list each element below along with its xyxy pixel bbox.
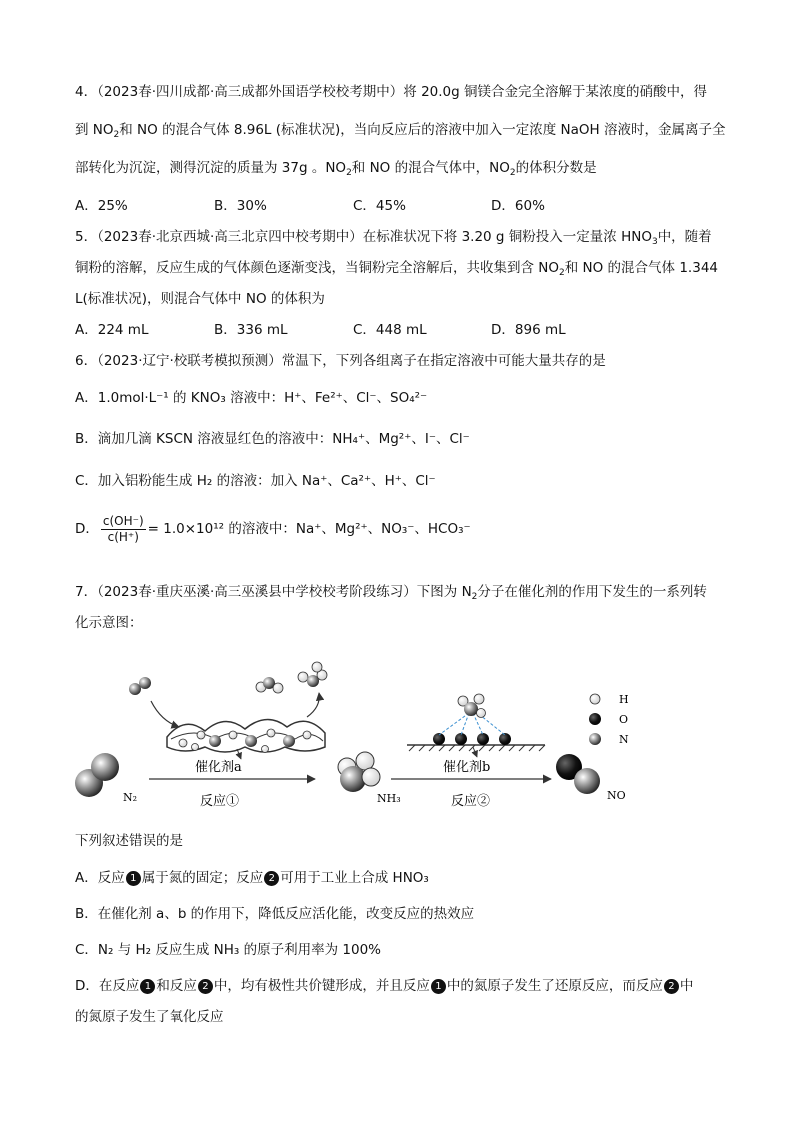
q4-line3: 部转化为沉淀，测得沉淀的质量为 37g 。$NO_2$和 NO 的混合气体中，$NO_2$的体积分数是 <box>75 160 597 178</box>
q6-stem: 6．（2023·辽宁·校联考模拟预测）常温下，下列各组离子在指定溶液中可能大量共存的是 <box>75 353 606 369</box>
n2-label: N₂ <box>123 791 138 804</box>
q7-option-d-line1: D．在反应 1 和反应 2 中，均有极性共价键形成，并且反应 1 中的氮原子发生了还原反应，而反应 2 中 <box>75 978 694 994</box>
q4-line2: 到 $NO_2$和 NO 的混合气体 8.96L (标准状况)，当向反应后的溶液中加入一定浓度 NaOH 溶液时，金属离子全 <box>75 122 726 140</box>
q7-option-c: C．N₂ 与 H₂ 反应生成 NH₃ 的原子利用率为 100% <box>75 942 382 958</box>
legend <box>589 693 629 746</box>
q5-option-a: A．224 mL <box>75 322 149 338</box>
incoming-n2 <box>129 677 151 695</box>
catalyst-b-label: 催化剂b <box>443 760 491 775</box>
no-molecule <box>556 754 600 794</box>
q7-stem: 下列叙述错误的是 <box>75 833 183 849</box>
reaction2-label: 反应② <box>451 794 491 809</box>
legend-h-swatch <box>590 694 600 704</box>
nh3-molecule <box>338 752 380 792</box>
q4-line1: 4．（2023春·四川成都·高三成都外国语学校校考期中）将 20.0g 铜镁合金完全溶解于某浓度的硝酸中，得 <box>75 84 707 100</box>
catalyst-b-surface <box>407 694 545 751</box>
q5-line1: 5．（2023春·北京西城·高三北京四中校考期中）在标准状况下将 3.20 g 铜粉投入一定量浓 $HNO_3$中，随着 <box>75 229 712 247</box>
q7-line2: 化示意图： <box>75 615 143 631</box>
q7-option-d-line2: 的氮原子发生了氧化反应 <box>75 1009 224 1025</box>
legend-h-label: H <box>619 693 629 706</box>
legend-o-label: O <box>619 713 629 726</box>
q5-option-c: C．448 mL <box>353 322 427 338</box>
q4-option-b: B．30% <box>214 198 267 214</box>
reaction1-label: 反应① <box>200 794 240 809</box>
q5-option-b: B．336 mL <box>214 322 288 338</box>
q6-option-c: C．加入铝粉能生成 H₂ 的溶液：加入 Na⁺、Ca²⁺、H⁺、Cl⁻ <box>75 473 436 489</box>
nh3-label: NH₃ <box>377 792 401 805</box>
catalyst-a-surface <box>167 719 325 752</box>
q5-line2: 铜粉的溶解，反应生成的气体颜色逐渐变浅，当铜粉完全溶解后，共收集到含 $NO_2$和 NO 的混合气体 1.344 <box>75 260 718 278</box>
q4-option-a: A．25% <box>75 198 128 214</box>
reaction-diagram <box>75 655 695 815</box>
legend-n-swatch <box>589 733 601 745</box>
q6-option-b: B．滴加几滴 KSCN 溶液显红色的溶液中：NH₄⁺、Mg²⁺、I⁻、Cl⁻ <box>75 431 470 447</box>
n2-molecule <box>75 753 119 797</box>
q4-option-c: C．45% <box>353 198 406 214</box>
q7-option-a: A．反应 1 属于氮的固定；反应 2 可用于工业上合成 HNO₃ <box>75 870 429 886</box>
no-label: NO <box>607 789 626 802</box>
q6-fraction: $\frac{c(OH^-)}{c(H^+)}$ <box>102 513 144 544</box>
q7-option-b: B．在催化剂 a、b 的作用下，降低反应活化能，改变反应的热效应 <box>75 906 475 922</box>
q5-line3: L(标准状况)，则混合气体中 NO 的体积为 <box>75 291 325 307</box>
q5-option-d: D．896 mL <box>491 322 566 338</box>
q6-option-d: D． $\frac{c(OH^-)}{c(H^+)}$ = 1.0×10¹² 的溶液中：Na⁺、Mg²⁺、NO₃⁻、HCO₃⁻ <box>75 513 471 544</box>
legend-n-label: N <box>619 733 629 746</box>
h2-molecules <box>256 662 327 693</box>
q7-line1: 7．（2023春·重庆巫溪·高三巫溪县中学校校考阶段练习）下图为 $N_2$分子在催化剂的作用下发生的一系列转 <box>75 584 707 602</box>
q4-option-d: D．60% <box>491 198 545 214</box>
catalyst-a-label: 催化剂a <box>195 760 242 775</box>
legend-o-swatch <box>589 713 601 725</box>
q6-option-a: A．1.0mol·L⁻¹ 的 KNO₃ 溶液中：H⁺、Fe²⁺、Cl⁻、SO₄²⁻ <box>75 390 428 406</box>
